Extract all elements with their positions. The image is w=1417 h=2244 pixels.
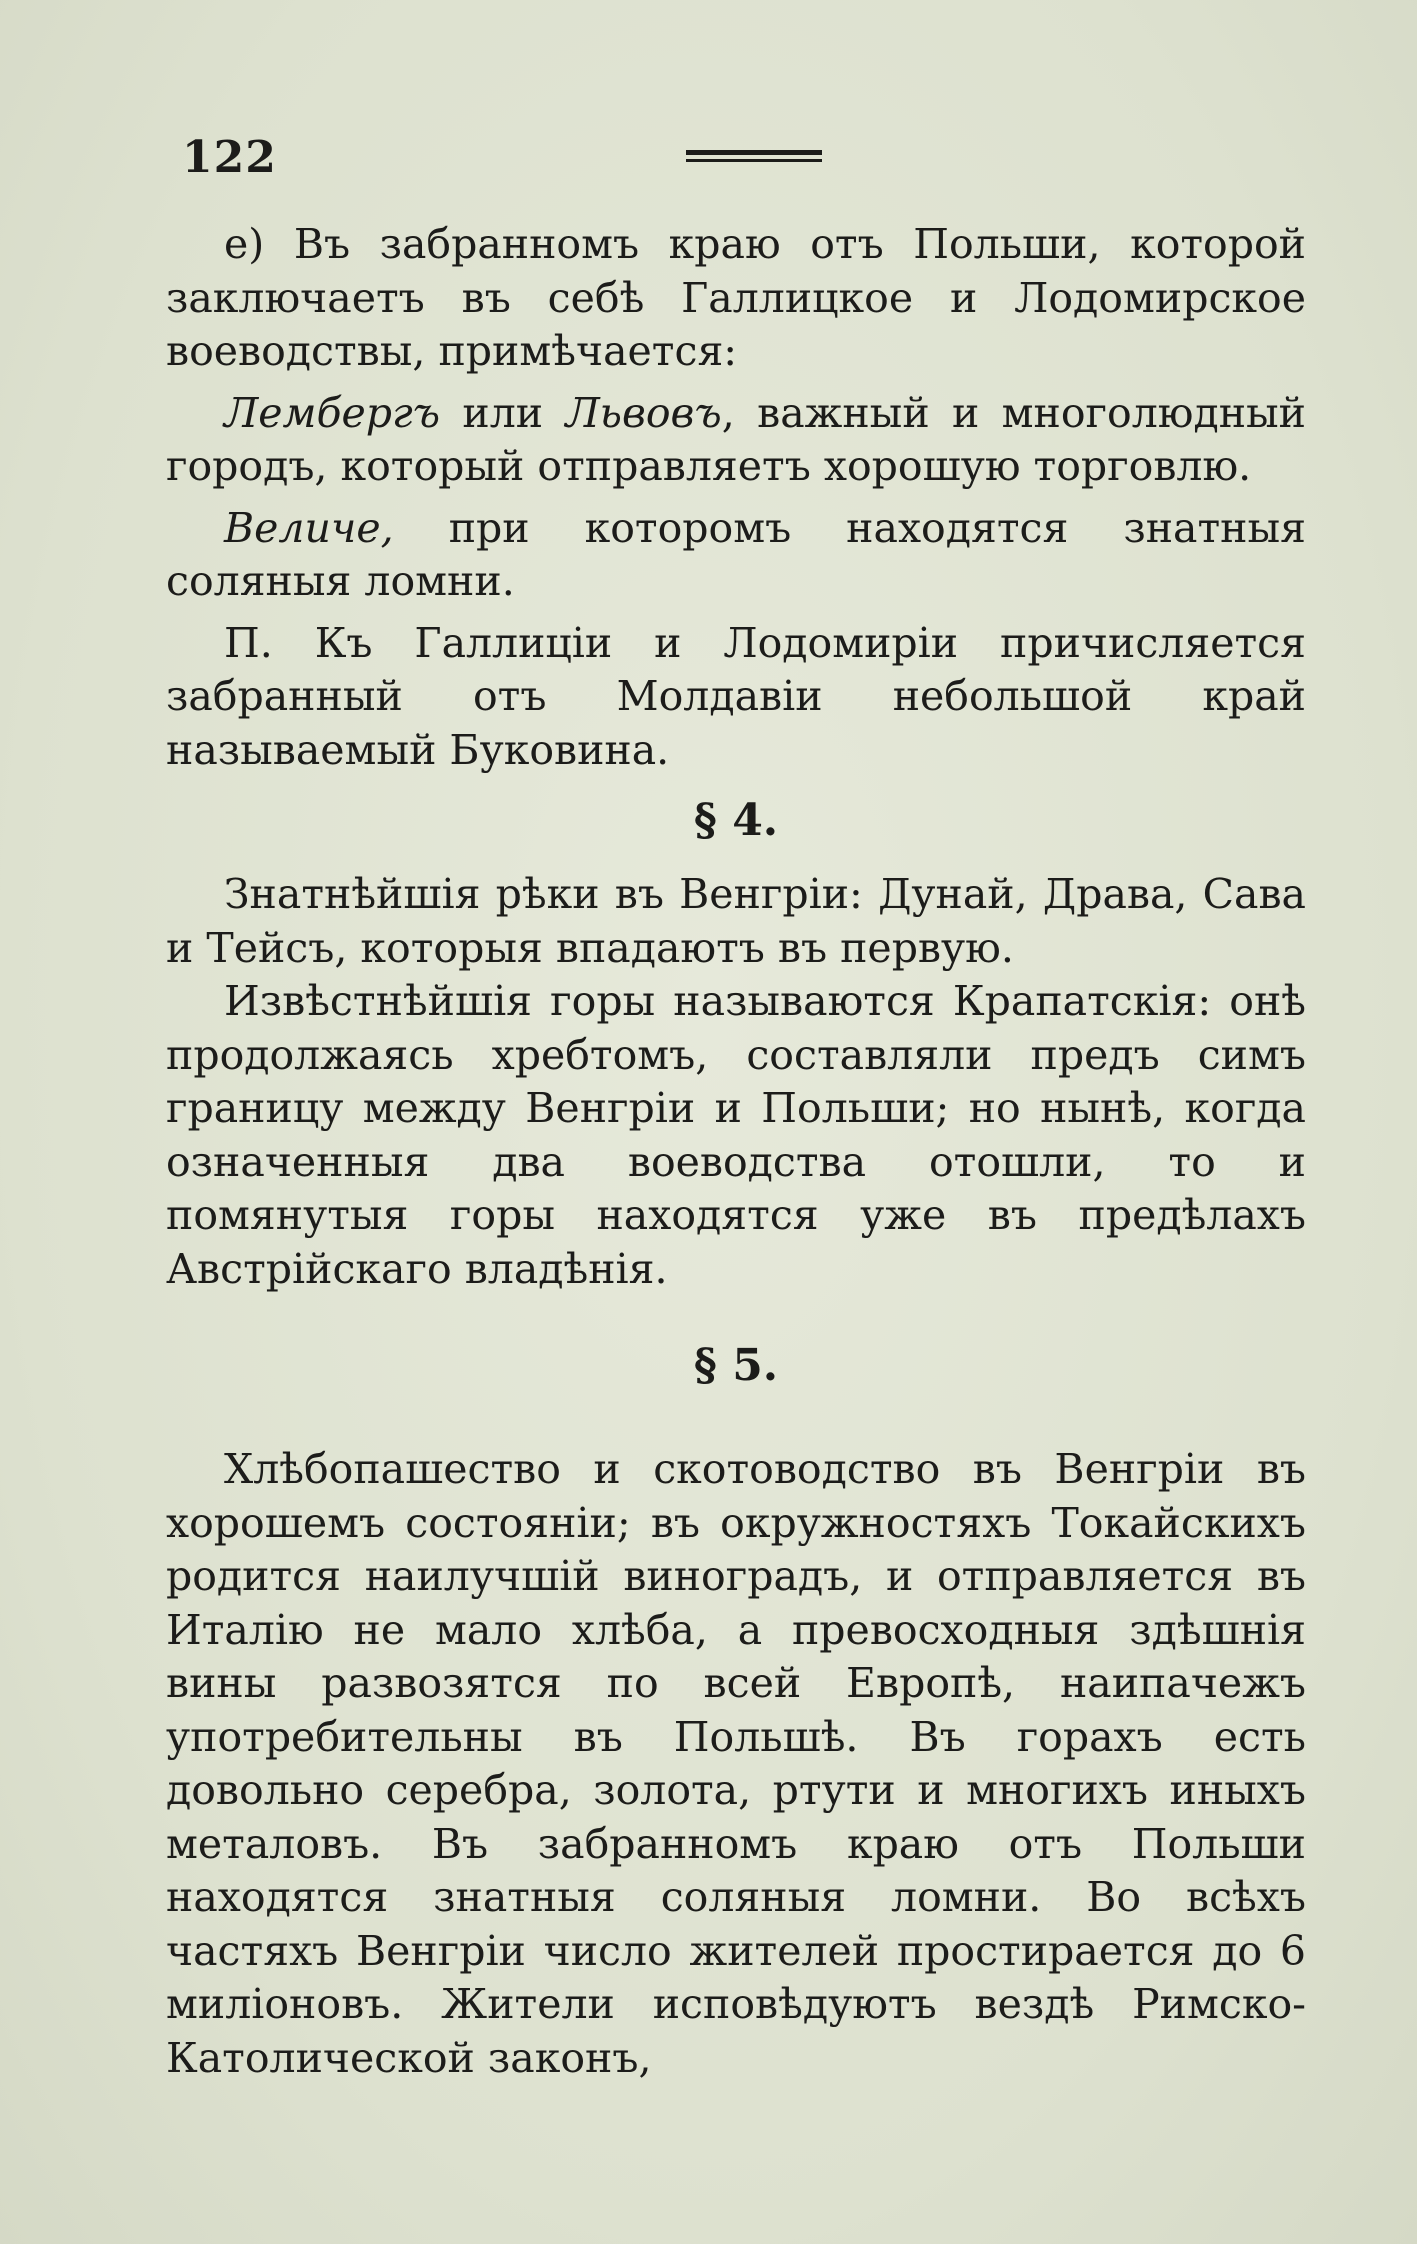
place-name-veliche: Величе, [224,503,394,552]
place-name-lemberg: Лембергъ [224,388,441,437]
veliche-description: при которомъ находятся знатныя соляныя ломни. [166,503,1306,605]
paragraph-lemberg [166,387,1306,494]
section-heading-4: § 4. [693,795,779,846]
header-rule [686,150,822,172]
place-name-lvov: Львовъ [565,388,722,437]
paragraph-galicia: е) Въ забранномъ краю отъ Польши, которой заключаетъ въ себѣ Галлицкое и Лодомирское воеводствы, примѣчается: [166,220,1306,375]
lemberg-description: , важный и многолюдный городъ, который отправляетъ хорошую торговлю. [166,388,1306,490]
paragraph-rivers: Знатнѣйшія рѣки въ Венгріи: Дунай, Драва, Сава и Тейсъ, которыя впадаютъ въ первую. [166,870,1306,972]
paragraph-agriculture: Хлѣбопашество и скотоводство въ Венгріи въ хорошемъ состояніи; въ окружностяхъ Токайскихъ родится наилучшій виноградъ, и отправляется въ Италію не мало хлѣба, а превосходныя здѣшнія вины развозятся по всей Европѣ, наипачежъ употребительны въ Польшѣ. Въ горахъ есть довольно серебра, золота, ртути и многихъ иныхъ металовъ. Въ забранномъ краю отъ Польши находятся знатныя соляныя ломни. Во всѣхъ частяхъ Венгріи число жителей простирается до 6 милioновъ. Жители исповѣдуютъ вездѣ Римско-Католической законъ, [166,1445,1306,2082]
connector-text: или [440,388,566,437]
body-text [166,218,1306,2085]
page-number: 122 [182,132,277,183]
paragraph-mountains: Извѣстнѣйшія горы называются Крапатскія: онѣ продолжаясь хребтомъ, составляли предъ симъ границу между Венгріи и Польши; но нынѣ, когда означенныя два воеводства отошли, то и помянутыя горы находятся уже въ предѣлахъ Австрійскаго владѣнія. [166,977,1306,1293]
paragraph-bukovina: П. Къ Галлиціи и Лодомиріи причисляется забранный отъ Молдавіи небольшой край называемый Буковина. [166,618,1306,774]
paragraph-veliche [166,502,1306,609]
section-heading-5: § 5. [693,1340,779,1391]
